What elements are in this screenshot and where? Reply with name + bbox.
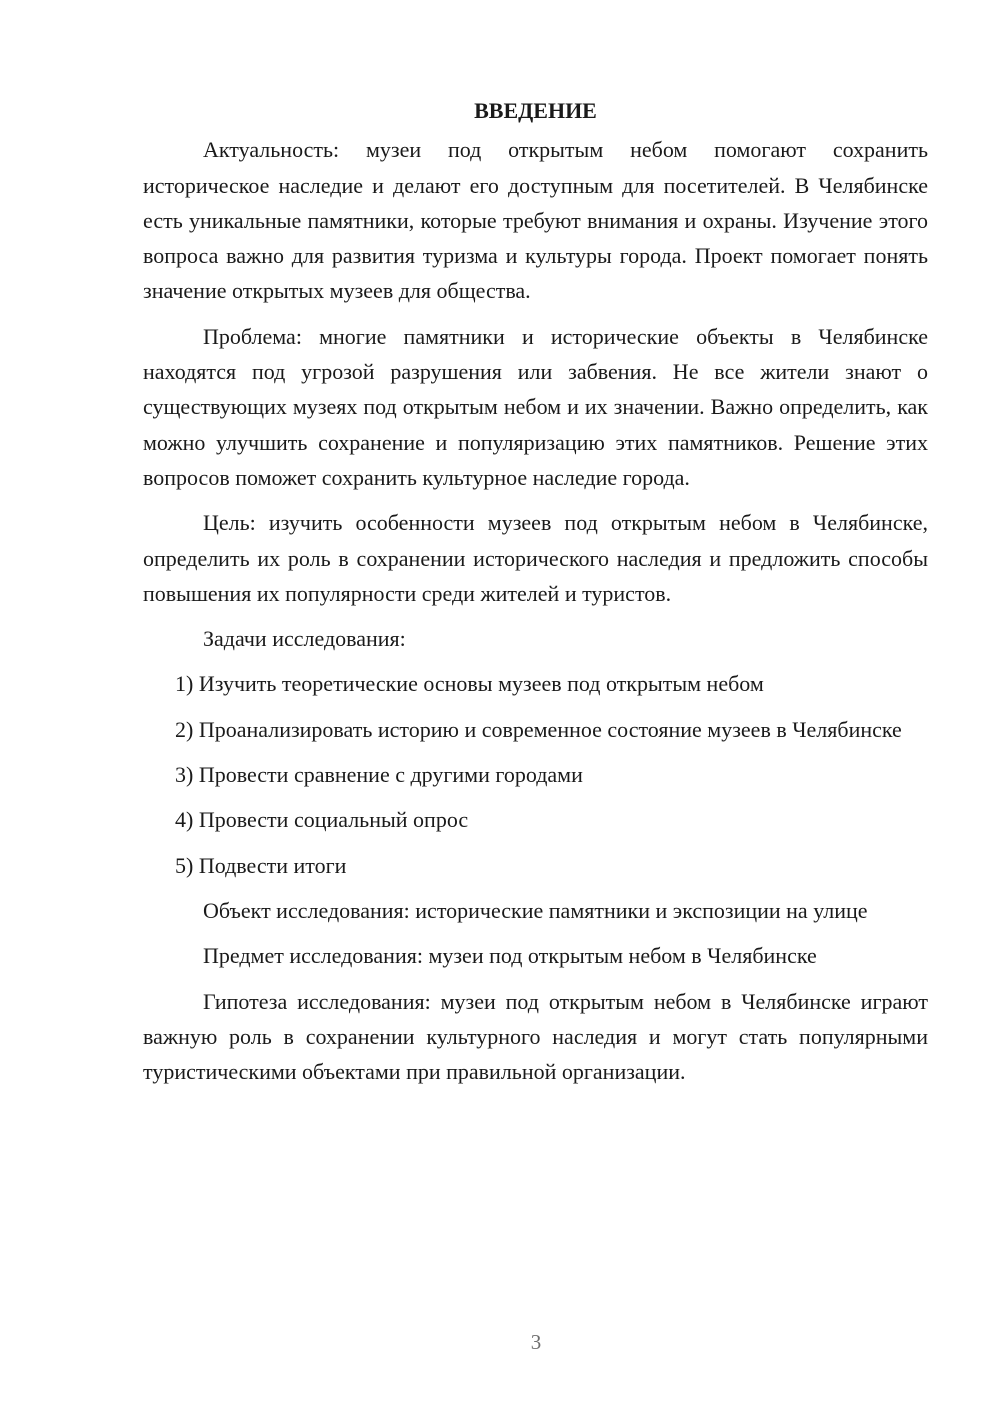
tasks-heading: Задачи исследования: xyxy=(203,626,406,652)
task-item: 1) Изучить теоретические основы музеев под открытым небом xyxy=(175,671,764,697)
task-item: 3) Провести сравнение с другими городами xyxy=(175,762,583,788)
object-paragraph: Объект исследования: исторические памятники и экспозиции на улице xyxy=(203,897,868,923)
task-item: 5) Подвести итоги xyxy=(175,852,347,878)
subject-paragraph: Предмет исследования: музеи под открытым небом в Челябинске xyxy=(203,943,817,969)
task-item: 4) Провести социальный опрос xyxy=(175,807,469,833)
relevance-paragraph: Актуальность: музеи под открытым небом помогают сохранить историческое наследие и делают его доступным для посетителей. В Челябинске есть уникальные памятники, которые требуют внимания и охраны. Изучение этого вопроса важно для развития туризма и культуры города. Проект помогает понять значение открытых музеев для общества. xyxy=(143,137,928,304)
page-title: ВВЕДЕНИЕ xyxy=(474,98,597,123)
page-number: 3 xyxy=(530,1330,542,1354)
task-item: 2) Проанализировать историю и современное состояние музеев в Челябинске xyxy=(175,716,902,742)
hypothesis-paragraph: Гипотеза исследования: музеи под открытым небом в Челябинске играют важную роль в сохранении культурного наследия и могут стать популярными туристическими объектами при правильной организации. xyxy=(143,988,928,1085)
goal-paragraph: Цель: изучить особенности музеев под открытым небом в Челябинске, определить их роль в сохранении исторического наследия и предложить способы повышения их популярности среди жителей и туристов. xyxy=(143,510,928,606)
document-page xyxy=(143,93,928,1099)
problem-paragraph: Проблема: многие памятники и исторические объекты в Челябинске находятся под угрозой разрушения или забвения. Не все жители знают о существующих музеях под открытым небом и их значении. Важно определить, как можно улучшить сохранение и популяризацию этих памятников. Решение этих вопросов поможет сохранить культурное наследие города. xyxy=(143,323,928,490)
